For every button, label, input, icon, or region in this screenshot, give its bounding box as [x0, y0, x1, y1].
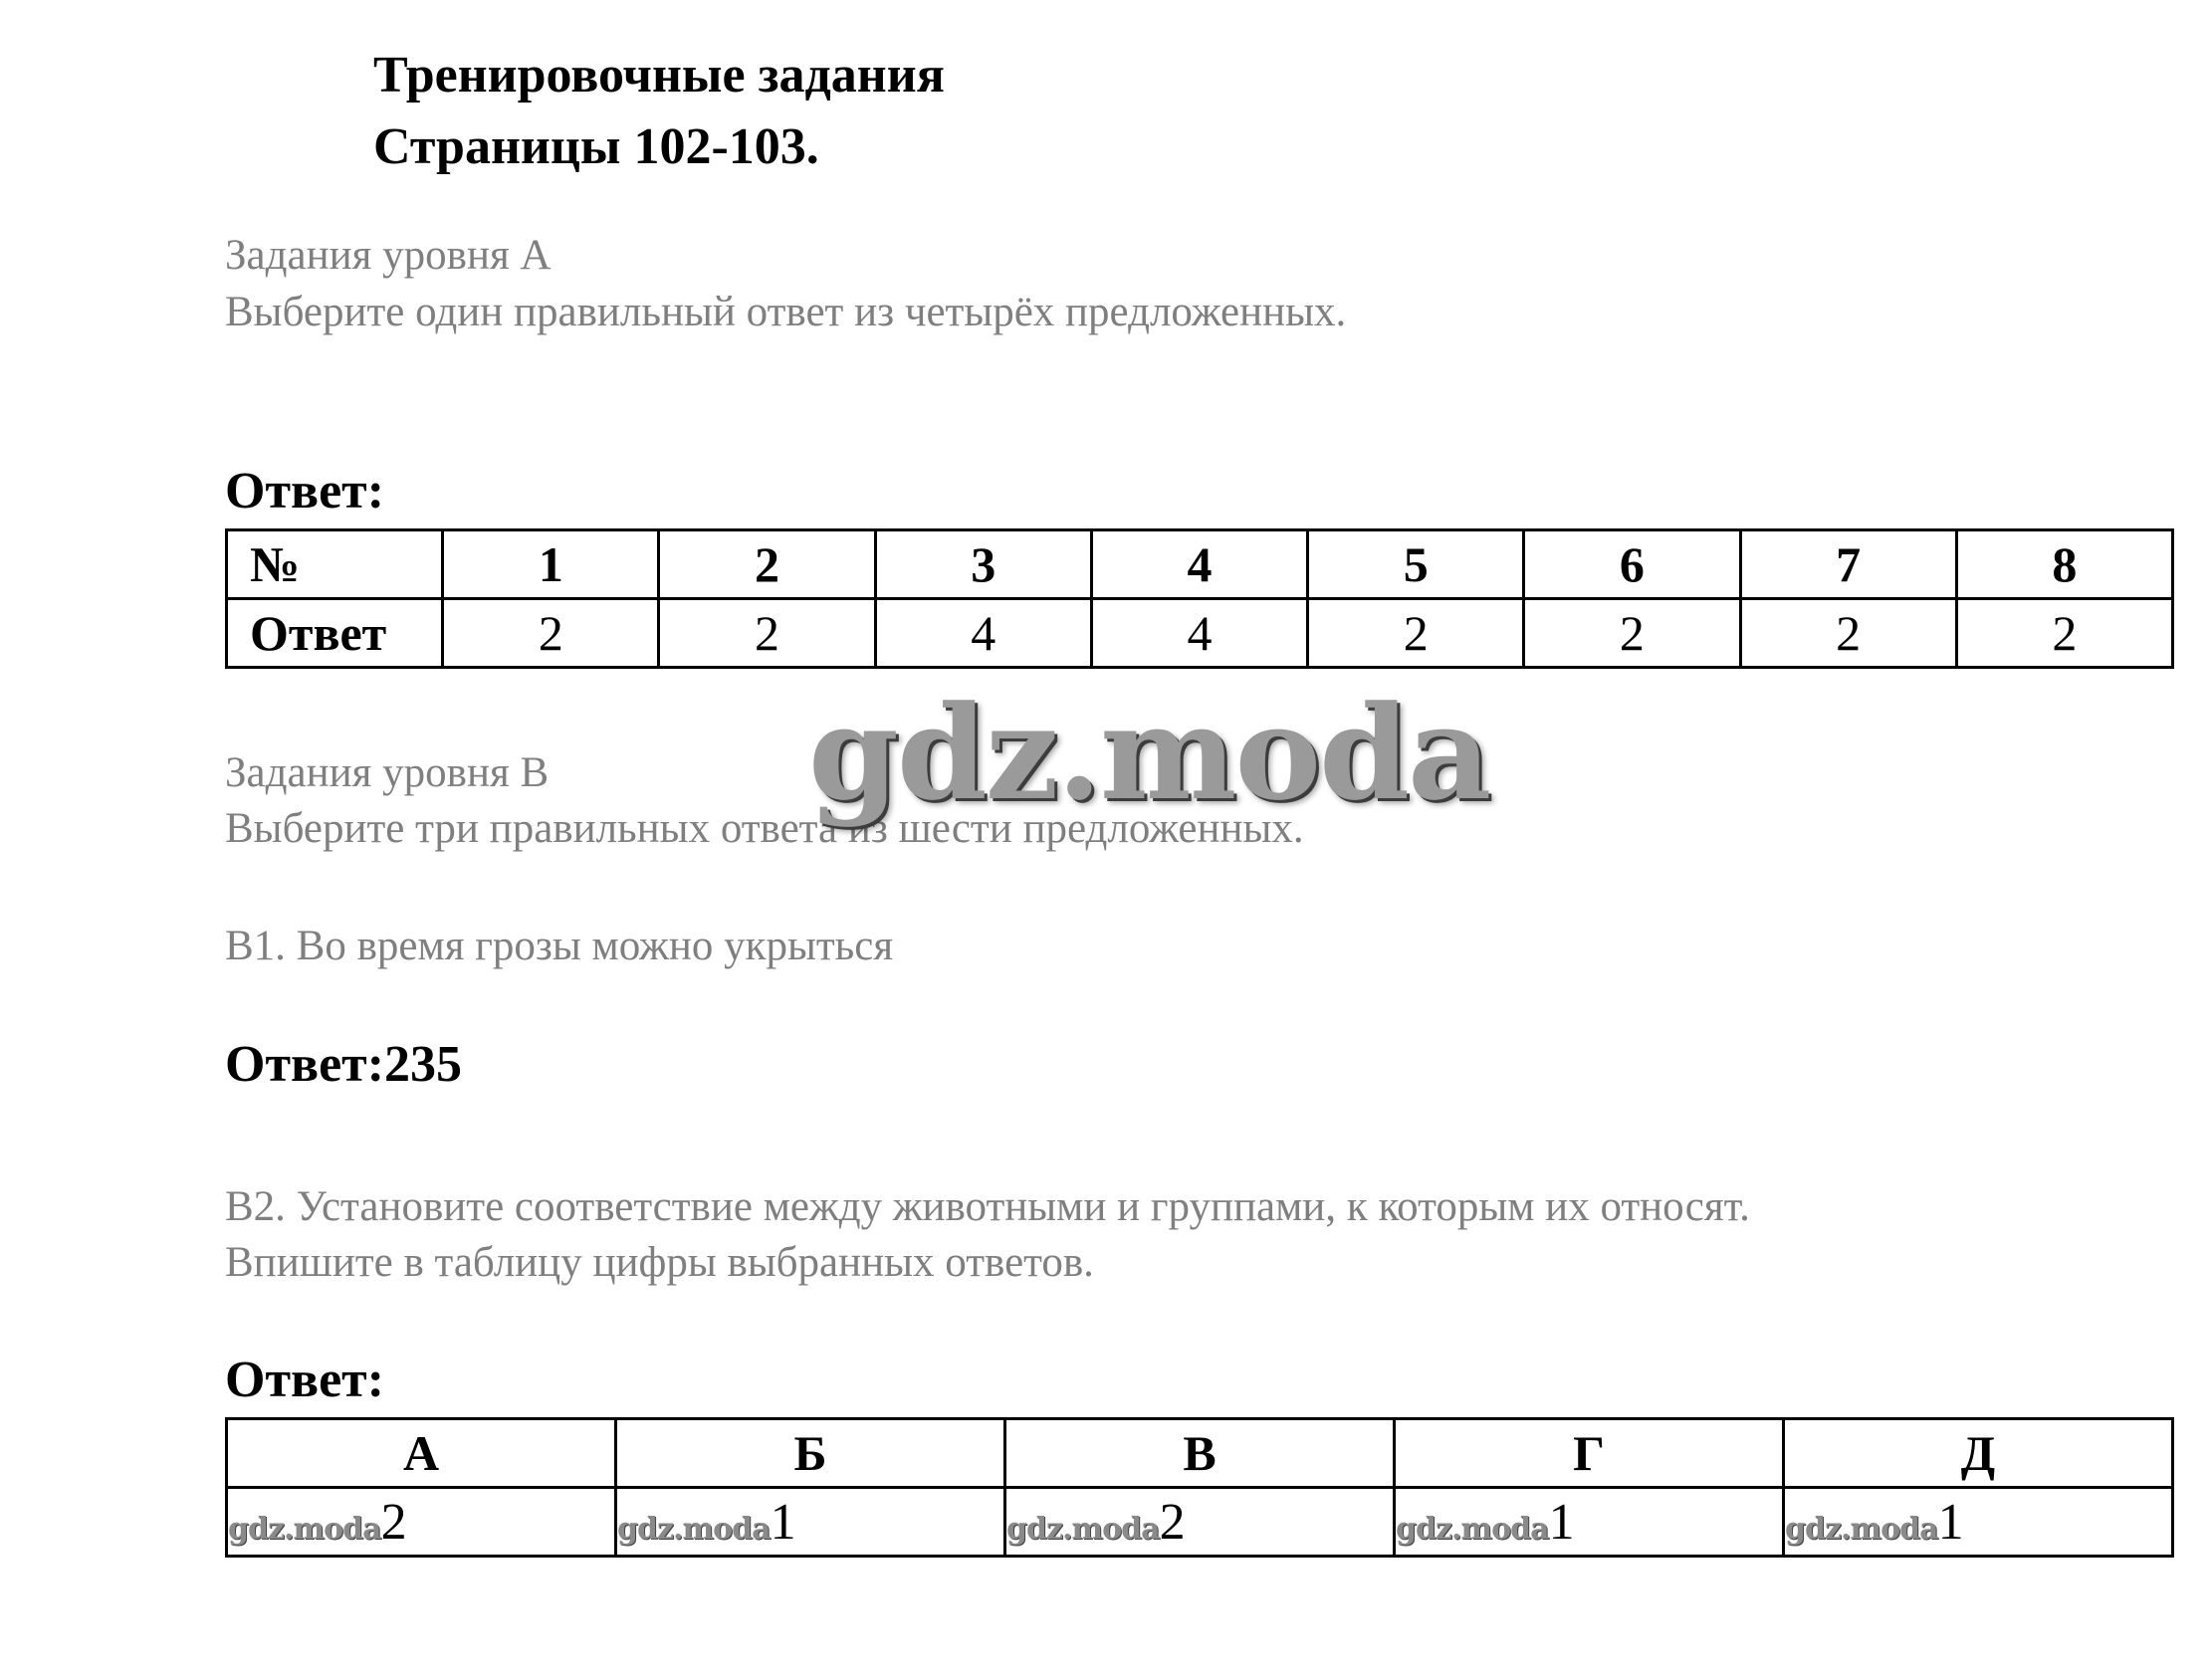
answer-cell: 2 [1956, 599, 2172, 668]
b1-answer: Ответ:235 [225, 1036, 463, 1093]
cell-watermark: gdz.moda [617, 1511, 771, 1547]
column-header-cell: 2 [659, 530, 875, 599]
column-header-cell: 8 [1956, 530, 2172, 599]
answer-cell: 2 [659, 599, 875, 668]
answer-cell [616, 1488, 1005, 1557]
cell-value: 2 [1159, 1493, 1186, 1551]
answer-cell [1784, 1488, 2173, 1557]
b2-question-line1: В2. Установите соответствие между животными и группами, к которым их относят. [225, 1183, 1750, 1230]
column-header-cell: А [227, 1419, 616, 1488]
cell-watermark: gdz.moda [228, 1511, 381, 1547]
column-header-cell: 4 [1091, 530, 1307, 599]
cell-watermark: gdz.moda [1396, 1511, 1549, 1547]
cell-value: 1 [770, 1493, 796, 1551]
cell-value: 2 [380, 1493, 407, 1551]
level-a-instruction: Выберите один правильный ответ из четырёх предложенных. [225, 289, 1347, 335]
table-row [227, 599, 2173, 668]
cell-value: 1 [1937, 1493, 1964, 1551]
answer-cell: 2 [443, 599, 659, 668]
b2-answer-table [225, 1417, 2174, 1558]
answer-header-cell: Ответ [227, 599, 443, 668]
cell-value: 1 [1548, 1493, 1575, 1551]
b1-question: В1. Во время грозы можно укрыться [225, 923, 894, 969]
number-header-cell: № [227, 530, 443, 599]
answer-cell: 2 [1524, 599, 1740, 668]
answer-cell: 4 [875, 599, 1091, 668]
column-header-cell: 1 [443, 530, 659, 599]
table-header-row [227, 530, 2173, 599]
header [373, 40, 945, 183]
page-range: Страницы 102-103. [373, 118, 819, 175]
column-header-cell: 6 [1524, 530, 1740, 599]
cell-watermark: gdz.moda [1785, 1511, 1938, 1547]
column-header-cell: Б [616, 1419, 1005, 1488]
b2-answer-label: Ответ: [225, 1352, 385, 1408]
page-title: Тренировочные задания [373, 47, 945, 104]
level-a-answer-label: Ответ: [225, 463, 385, 520]
answer-cell [227, 1488, 616, 1557]
column-header-cell: 5 [1308, 530, 1524, 599]
table-header-row [227, 1419, 2173, 1488]
level-a-answer-table [225, 528, 2174, 669]
answer-cell [1395, 1488, 1784, 1557]
column-header-cell: Д [1784, 1419, 2173, 1488]
table-row [227, 1488, 2173, 1557]
b2-question-line2: Впишите в таблицу цифры выбранных ответов. [225, 1239, 1094, 1286]
cell-watermark: gdz.moda [1006, 1511, 1160, 1547]
level-b-heading: Задания уровня В [225, 749, 550, 796]
column-header-cell: В [1005, 1419, 1395, 1488]
answer-cell: 4 [1091, 599, 1307, 668]
answer-cell [1005, 1488, 1395, 1557]
answer-cell: 2 [1308, 599, 1524, 668]
column-header-cell: 3 [875, 530, 1091, 599]
level-b-instruction: Выберите три правильных ответа из шести предложенных. [225, 805, 1304, 852]
answer-cell: 2 [1740, 599, 1956, 668]
column-header-cell: 7 [1740, 530, 1956, 599]
watermark-logo: gdz.moda [808, 677, 1490, 829]
column-header-cell: Г [1395, 1419, 1784, 1488]
level-a-heading: Задания уровня А [225, 232, 552, 279]
